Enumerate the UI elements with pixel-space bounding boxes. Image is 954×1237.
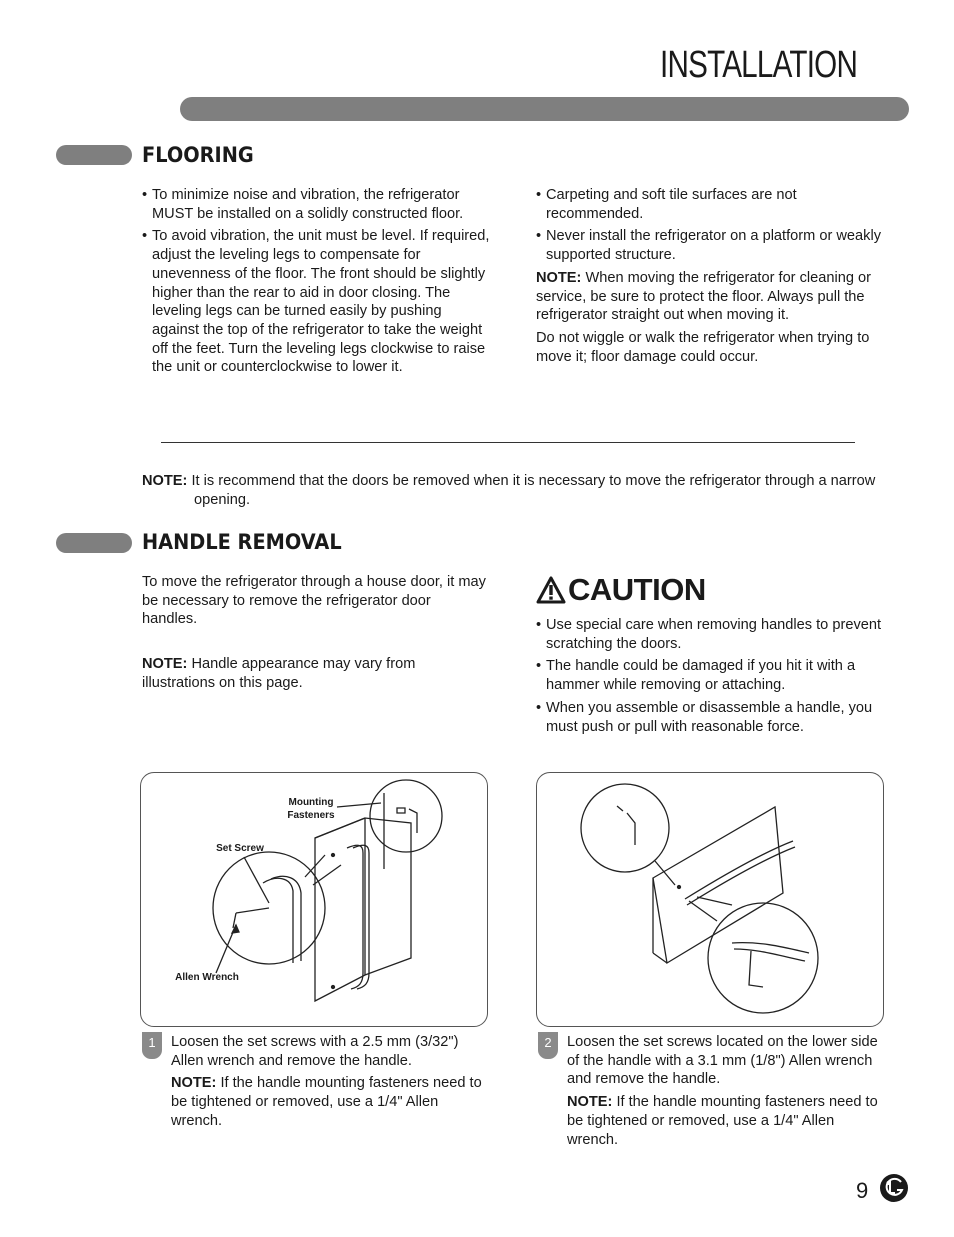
note-text: When moving the refrigerator for cleaning or service, be sure to protect the floor. Always pull the refrigerator straight out when moving it. bbox=[536, 269, 871, 324]
note-text: It is recommend that the doors be removed when it is necessary to move the refrigerator through a narrow opening. bbox=[191, 473, 876, 508]
allen-wrench-label: Allen Wrench bbox=[175, 972, 239, 983]
step2-text: Loosen the set screws located on the lower side of the handle with a 3.1 mm (1/8") Allen wrench and remove the handle. bbox=[567, 1034, 878, 1088]
flooring-bullet: • To minimize noise and vibration, the refrigerator MUST be installed on a solidly constructed floor. bbox=[142, 186, 492, 223]
note-label: NOTE: bbox=[171, 1075, 217, 1092]
note-text: Handle appearance may vary from illustrations on this page. bbox=[142, 656, 416, 691]
mounting-fasteners-label: Mounting Fasteners bbox=[287, 797, 335, 821]
step2-note bbox=[567, 1093, 885, 1149]
step2-illustration bbox=[536, 772, 884, 1027]
note-label: NOTE: bbox=[142, 656, 188, 673]
step1-note bbox=[171, 1074, 489, 1130]
flooring-bullet: • To avoid vibration, the unit must be level. If required, adjust the leveling legs to compensate for unevenness of the floor. The front should be slightly higher than the rear to aid in door closing. The leveling legs can be turned easily by pushing against the top of the refrigerator to take the weight off the feet. Turn the leveling legs clockwise to raise the unit or counterclockwise to lower it. bbox=[142, 227, 492, 377]
step2-instructions bbox=[567, 1033, 885, 1153]
caution-bullet: • The handle could be damaged if you hit it with a hammer while removing or attaching. bbox=[536, 657, 886, 694]
flooring-heading: FLOORING bbox=[142, 143, 254, 167]
section-marker-handle-removal bbox=[56, 533, 132, 553]
lg-logo-icon bbox=[879, 1173, 909, 1208]
note-text: If the handle mounting fasteners need to be tightened or removed, use a 1/4" Allen wrench. bbox=[171, 1075, 482, 1129]
flooring-left-column bbox=[142, 186, 492, 381]
caution-bullet: • Use special care when removing handles to prevent scratching the doors. bbox=[536, 616, 886, 653]
door-handle-diagram bbox=[537, 773, 883, 1026]
warning-triangle-icon bbox=[536, 576, 566, 604]
note-label: NOTE: bbox=[536, 269, 582, 286]
chapter-title: INSTALLATION bbox=[660, 44, 858, 86]
caution-heading bbox=[536, 572, 706, 608]
note-label: NOTE: bbox=[567, 1094, 613, 1111]
caution-list bbox=[536, 616, 886, 740]
caution-title: CAUTION bbox=[568, 572, 706, 607]
page-number: 9 bbox=[856, 1178, 869, 1203]
flooring-note bbox=[536, 269, 886, 325]
set-screw-label: Set Screw bbox=[216, 843, 264, 854]
handle-removal-note bbox=[142, 655, 487, 692]
handle-removal-heading: HANDLE REMOVAL bbox=[142, 530, 342, 554]
door-note bbox=[142, 472, 887, 509]
handle-removal-column bbox=[142, 573, 487, 697]
header-bar bbox=[180, 97, 909, 121]
note-text: If the handle mounting fasteners need to be tightened or removed, use a 1/4" Allen wrench. bbox=[567, 1094, 878, 1148]
step2-number-tab: 2 bbox=[538, 1032, 558, 1059]
step1-instructions bbox=[171, 1033, 489, 1135]
flooring-extra-text: Do not wiggle or walk the refrigerator when trying to move it; floor damage could occur. bbox=[536, 329, 870, 365]
handle-removal-intro: To move the refrigerator through a house door, it may be necessary to remove the refrigerator door handles. bbox=[142, 574, 486, 628]
section-marker-flooring bbox=[56, 145, 132, 165]
step1-illustration bbox=[140, 772, 488, 1027]
flooring-bullet: • Carpeting and soft tile surfaces are not recommended. bbox=[536, 186, 886, 223]
step1-text: Loosen the set screws with a 2.5 mm (3/32") Allen wrench and remove the handle. bbox=[171, 1034, 459, 1069]
flooring-bullet: • Never install the refrigerator on a platform or weakly supported structure. bbox=[536, 227, 886, 264]
section-divider bbox=[161, 442, 855, 443]
step1-number-tab: 1 bbox=[142, 1032, 162, 1059]
caution-bullet: • When you assemble or disassemble a handle, you must push or pull with reasonable force. bbox=[536, 699, 886, 736]
flooring-right-column bbox=[536, 186, 886, 370]
note-label: NOTE: bbox=[142, 473, 188, 489]
